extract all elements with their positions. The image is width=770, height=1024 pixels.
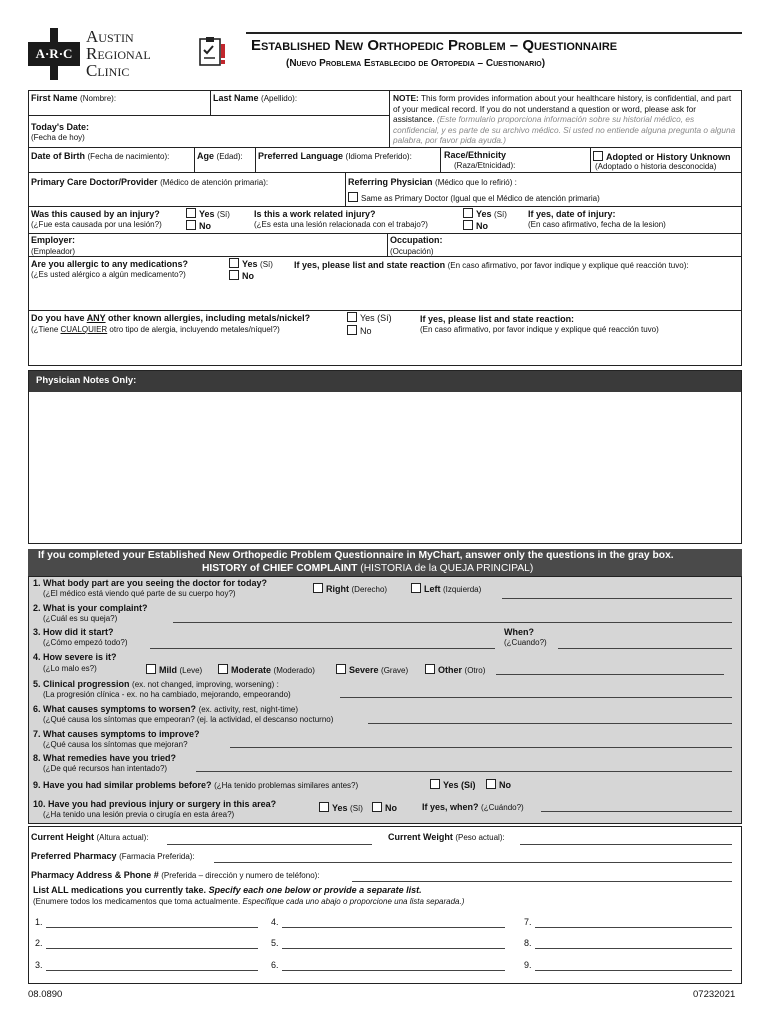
- q6-answer-line[interactable]: [368, 723, 732, 724]
- pharmacy-label-es: (Farmacia Preferida):: [119, 852, 195, 861]
- mild-checkbox[interactable]: [146, 664, 156, 674]
- pcp-label-es: (Médico de atención primaria):: [160, 178, 269, 187]
- q1-answer-line[interactable]: [502, 598, 732, 599]
- q1-label: 1. What body part are you seeing the doctor for today?: [33, 578, 268, 588]
- history-heading: HISTORY of CHIEF COMPLAINT (HISTORIA de la QUEJA PRINCIPAL): [202, 563, 534, 574]
- weight-label-es: (Peso actual):: [455, 833, 505, 842]
- severe-label-es: (Grave): [381, 666, 409, 675]
- pharmacy-address-label-es: (Preferida – dirección y numero de teléfono):: [161, 871, 320, 880]
- other-allergy-list-label: If yes, please list and state reaction:: [420, 314, 575, 324]
- age-label-es: (Edad):: [216, 152, 243, 161]
- med-line-5[interactable]: [282, 948, 505, 949]
- other-allergy-yes-checkbox[interactable]: [347, 312, 357, 322]
- race-label: Race/Ethnicity: [444, 150, 507, 160]
- mychart-instruction: If you completed your Established New Orthopedic Problem Questionnaire in MyChart, answer only the questions in the gray box.: [38, 550, 674, 561]
- weight-line[interactable]: [520, 844, 732, 845]
- last-name-label-es: (Apellido):: [261, 94, 298, 103]
- race-label-es: (Raza/Etnicidad):: [454, 161, 516, 170]
- other-severity-label-es: (Otro): [464, 666, 486, 675]
- q3-label-es: (¿Cómo empezó todo?): [43, 638, 128, 647]
- occupation-label: Occupation:: [390, 235, 443, 245]
- pharmacy-line[interactable]: [214, 862, 732, 863]
- q9-no-checkbox[interactable]: [486, 779, 496, 789]
- injury-question-es: (¿Fue esta causada por una lesión?): [31, 220, 162, 229]
- age-label: Age: [197, 151, 215, 161]
- q4-label-es: (¿Lo malo es?): [43, 664, 97, 673]
- logo-cross-top: [50, 28, 58, 42]
- injury-yes-checkbox[interactable]: [186, 208, 196, 218]
- q3-answer-line[interactable]: [150, 648, 495, 649]
- pharmacy-label: Preferred Pharmacy: [31, 851, 117, 861]
- q10-yes-checkbox[interactable]: [319, 802, 329, 812]
- med-num-4: 4.: [271, 917, 279, 927]
- q9-no-label: No: [499, 780, 511, 790]
- med-num-5: 5.: [271, 938, 279, 948]
- pcp-label: Primary Care Doctor/Provider: [31, 177, 158, 187]
- work-no-label: No: [476, 221, 488, 231]
- q9-yes-checkbox[interactable]: [430, 779, 440, 789]
- height-label-es: (Altura actual):: [96, 833, 149, 842]
- allergy-no-label: No: [242, 271, 254, 281]
- work-no-checkbox[interactable]: [463, 220, 473, 230]
- allergy-yes-label: Yes: [242, 259, 258, 269]
- other-severity-label: Other: [438, 665, 463, 675]
- other-severity-line[interactable]: [496, 674, 724, 675]
- same-as-pcp-label: Same as Primary Doctor (Igual que el Médico de atención primaria): [361, 194, 600, 203]
- injury-yes-label: Yes: [199, 209, 215, 219]
- med-num-9: 9.: [524, 960, 532, 970]
- q7-answer-line[interactable]: [230, 747, 732, 748]
- note-block: [393, 93, 739, 146]
- med-num-2: 2.: [35, 938, 43, 948]
- injury-no-checkbox[interactable]: [186, 220, 196, 230]
- allergy-question: Are you allergic to any medications?: [31, 259, 189, 269]
- last-name-label: Last Name: [213, 93, 259, 103]
- when-answer-line[interactable]: [558, 648, 732, 649]
- mild-label: Mild: [159, 665, 177, 675]
- referring-label-es: (Médico que lo refirió) :: [435, 178, 517, 187]
- q8-answer-line[interactable]: [196, 771, 732, 772]
- work-injury-question: Is this a work related injury?: [254, 209, 376, 219]
- right-checkbox[interactable]: [313, 583, 323, 593]
- adopted-checkbox[interactable]: [593, 151, 603, 161]
- meds-instruction-es-2: Especifique cada uno abajo o proporcione una lista separada.): [242, 897, 465, 906]
- note-text-es: (Este formulario proporciona información sobre su historial médico, es confidencial, y es parte de su archivo médico. Si usted no entiende alguna pregunta o alguna palabra, por favor pida ayuda.): [393, 114, 736, 146]
- q10-no-label: No: [385, 803, 397, 813]
- pharmacy-address-label: Pharmacy Address & Phone #: [31, 870, 159, 880]
- allergy-yes-label-es: (Sí): [260, 260, 273, 269]
- injury-question: Was this caused by an injury?: [31, 209, 160, 219]
- dob-label: Date of Birth: [31, 151, 85, 161]
- q9-label-es: (¿Ha tenido problemas similares antes?): [214, 781, 359, 790]
- other-severity-checkbox[interactable]: [425, 664, 435, 674]
- allergy-no-checkbox[interactable]: [229, 270, 239, 280]
- severe-label: Severe: [349, 665, 379, 675]
- q9-label: 9. Have you had similar problems before?: [33, 780, 212, 790]
- q3-label: 3. How did it start?: [33, 627, 114, 637]
- revision-code: 07232021: [693, 989, 736, 1000]
- med-line-9[interactable]: [535, 970, 732, 971]
- q2-label-es: (¿Cuál es su queja?): [43, 614, 118, 623]
- first-name-label: First Name: [31, 93, 78, 103]
- q7-label-es: (¿Qué causa los síntomas que mejoran?: [43, 740, 188, 749]
- when-label-es: (¿Cuando?): [504, 638, 547, 647]
- note-text: This form provides information about your healthcare history, is confidential, and part of your medical record. If you do not understand a question or word, please ask for assistance.: [393, 93, 732, 125]
- language-label-es: (Idioma Preferido):: [345, 152, 412, 161]
- allergy-list-label: If yes, please list and state reaction: [294, 260, 446, 270]
- q10-label-es: (¿Ha tenido una lesión previa o cirugía en esta área?): [43, 810, 235, 819]
- logo-line1: Austin: [86, 27, 134, 46]
- moderate-label-es: (Moderado): [273, 666, 315, 675]
- q4-label: 4. How severe is it?: [33, 652, 117, 662]
- work-injury-question-es: (¿Es esta una lesión relacionada con el trabajo?): [254, 220, 428, 229]
- q5-label-es: (La progresión clínica - ex. no ha cambiado, mejorando, empeorando): [43, 690, 291, 699]
- med-line-2[interactable]: [46, 948, 258, 949]
- header-rule: [246, 32, 742, 34]
- other-allergy-list-label-es: (En caso afirmativo, por favor indique y explique qué reacción tuvo): [420, 325, 659, 334]
- left-checkbox[interactable]: [411, 583, 421, 593]
- q8-label-es: (¿De qué recursos han intentado?): [43, 764, 168, 773]
- meds-instruction: List ALL medications you currently take.: [33, 885, 207, 895]
- logo-cross-bottom: [50, 66, 58, 80]
- other-allergy-yes-label: Yes (Sí): [360, 313, 392, 323]
- todays-date-label: Today's Date:: [31, 122, 89, 132]
- height-line[interactable]: [167, 844, 372, 845]
- injury-date-label: If yes, date of injury:: [528, 209, 616, 219]
- other-allergy-question-es: (¿Tiene CUALQUIER otro tipo de alergia, incluyendo metales/níquel?): [31, 325, 280, 334]
- q10-yes-label-es: (Sí): [350, 804, 363, 813]
- med-line-3[interactable]: [46, 970, 258, 971]
- q10-no-checkbox[interactable]: [372, 802, 382, 812]
- adopted-label: Adopted or History Unknown: [606, 152, 731, 162]
- page-subtitle: (Nuevo Problema Establecido de Ortopedia – Cuestionario): [286, 58, 546, 69]
- med-num-7: 7.: [524, 917, 532, 927]
- injury-date-label-es: (En caso afirmativo, fecha de la lesion): [528, 220, 666, 229]
- q10-label: 10. Have you had previous injury or surgery in this area?: [33, 799, 277, 809]
- other-allergy-no-checkbox[interactable]: [347, 325, 357, 335]
- work-yes-checkbox[interactable]: [463, 208, 473, 218]
- moderate-label: Moderate: [231, 665, 272, 675]
- allergy-list-label-es: (En caso afirmativo, por favor indique y explique qué reacción tuvo):: [447, 261, 689, 270]
- q2-label: 2. What is your complaint?: [33, 603, 148, 613]
- q1-label-es: (¿El médico está viendo qué parte de su cuerpo hoy?): [43, 589, 236, 598]
- q6-hint: (ex. activity, rest, night-time): [198, 705, 298, 714]
- same-as-pcp-checkbox[interactable]: [348, 192, 358, 202]
- q10-when-label: If yes, when?: [422, 802, 479, 812]
- allergy-question-es: (¿Es usted alérgico a algún medicamento?): [31, 270, 186, 279]
- med-line-6[interactable]: [282, 970, 505, 971]
- physician-notes-title: Physician Notes Only:: [36, 375, 137, 386]
- q10-when-line[interactable]: [541, 811, 732, 812]
- right-label: Right: [326, 584, 349, 594]
- dob-label-es: (Fecha de nacimiento):: [87, 152, 170, 161]
- clipboard-icon: [198, 36, 228, 68]
- q5-answer-line[interactable]: [340, 697, 732, 698]
- occupation-label-es: (Ocupación): [390, 247, 434, 256]
- q10-when-label-es: (¿Cuándo?): [481, 803, 524, 812]
- other-allergy-no-label: No: [360, 326, 372, 336]
- weight-label: Current Weight: [388, 832, 453, 842]
- right-label-es: (Derecho): [351, 585, 388, 594]
- injury-no-label: No: [199, 221, 211, 231]
- moderate-checkbox[interactable]: [218, 664, 228, 674]
- logo-mark: A·R·C: [28, 42, 80, 66]
- q8-label: 8. What remedies have you tried?: [33, 753, 177, 763]
- todays-date-label-es: (Fecha de hoy): [31, 133, 85, 142]
- employer-label: Employer:: [31, 235, 76, 245]
- med-num-6: 6.: [271, 960, 279, 970]
- q5-label: 5. Clinical progression: [33, 679, 130, 689]
- med-line-7[interactable]: [535, 927, 732, 928]
- meds-instruction-es: (Enumere todos los medicamentos que toma actualmente.: [33, 897, 241, 906]
- physician-notes-box: [28, 370, 742, 544]
- q7-label: 7. What causes symptoms to improve?: [33, 729, 200, 739]
- med-num-1: 1.: [35, 917, 43, 927]
- meds-instruction-2: Specify each one below or provide a separate list.: [208, 885, 422, 895]
- q5-hint: (ex. not changed, improving, worsening) :: [132, 680, 279, 689]
- form-number: 08.0890: [28, 989, 63, 1000]
- work-yes-label-es: (Sí): [494, 210, 507, 219]
- height-label: Current Height: [31, 832, 94, 842]
- logo: [28, 28, 178, 84]
- q9-yes-label: Yes (Sí): [443, 780, 476, 790]
- q10-yes-label: Yes: [332, 803, 348, 813]
- logo-line3: Clinic: [86, 61, 130, 80]
- med-line-1[interactable]: [46, 927, 258, 928]
- q6-label-es: (¿Qué causa los síntomas que empeoran? (ej. la actividad, el descanso nocturno): [43, 715, 334, 724]
- allergy-yes-checkbox[interactable]: [229, 258, 239, 268]
- injury-yes-label-es: (Sí): [217, 210, 230, 219]
- med-num-3: 3.: [35, 960, 43, 970]
- note-label: NOTE:: [393, 93, 419, 103]
- med-line-4[interactable]: [282, 927, 505, 928]
- logo-line2: Regional: [86, 44, 151, 63]
- severe-checkbox[interactable]: [336, 664, 346, 674]
- adopted-label-es: (Adoptado o historia desconocida): [595, 162, 717, 171]
- med-num-8: 8.: [524, 938, 532, 948]
- referring-label: Referring Physician: [348, 177, 433, 187]
- med-line-8[interactable]: [535, 948, 732, 949]
- other-allergy-question: Do you have ANY other known allergies, including metals/nickel?: [31, 313, 311, 323]
- first-name-label-es: (Nombre):: [80, 94, 117, 103]
- left-label: Left: [424, 584, 441, 594]
- q6-label: 6. What causes symptoms to worsen?: [33, 704, 197, 714]
- q2-answer-line[interactable]: [173, 622, 732, 623]
- mild-label-es: (Leve): [179, 666, 203, 675]
- pharmacy-address-line[interactable]: [352, 881, 732, 882]
- page-title: Established New Orthopedic Problem – Questionnaire: [251, 37, 618, 54]
- employer-label-es: (Empleador): [31, 247, 76, 256]
- work-yes-label: Yes: [476, 209, 492, 219]
- language-label: Preferred Language: [258, 151, 344, 161]
- left-label-es: (Izquierda): [443, 585, 482, 594]
- when-label: When?: [504, 627, 534, 637]
